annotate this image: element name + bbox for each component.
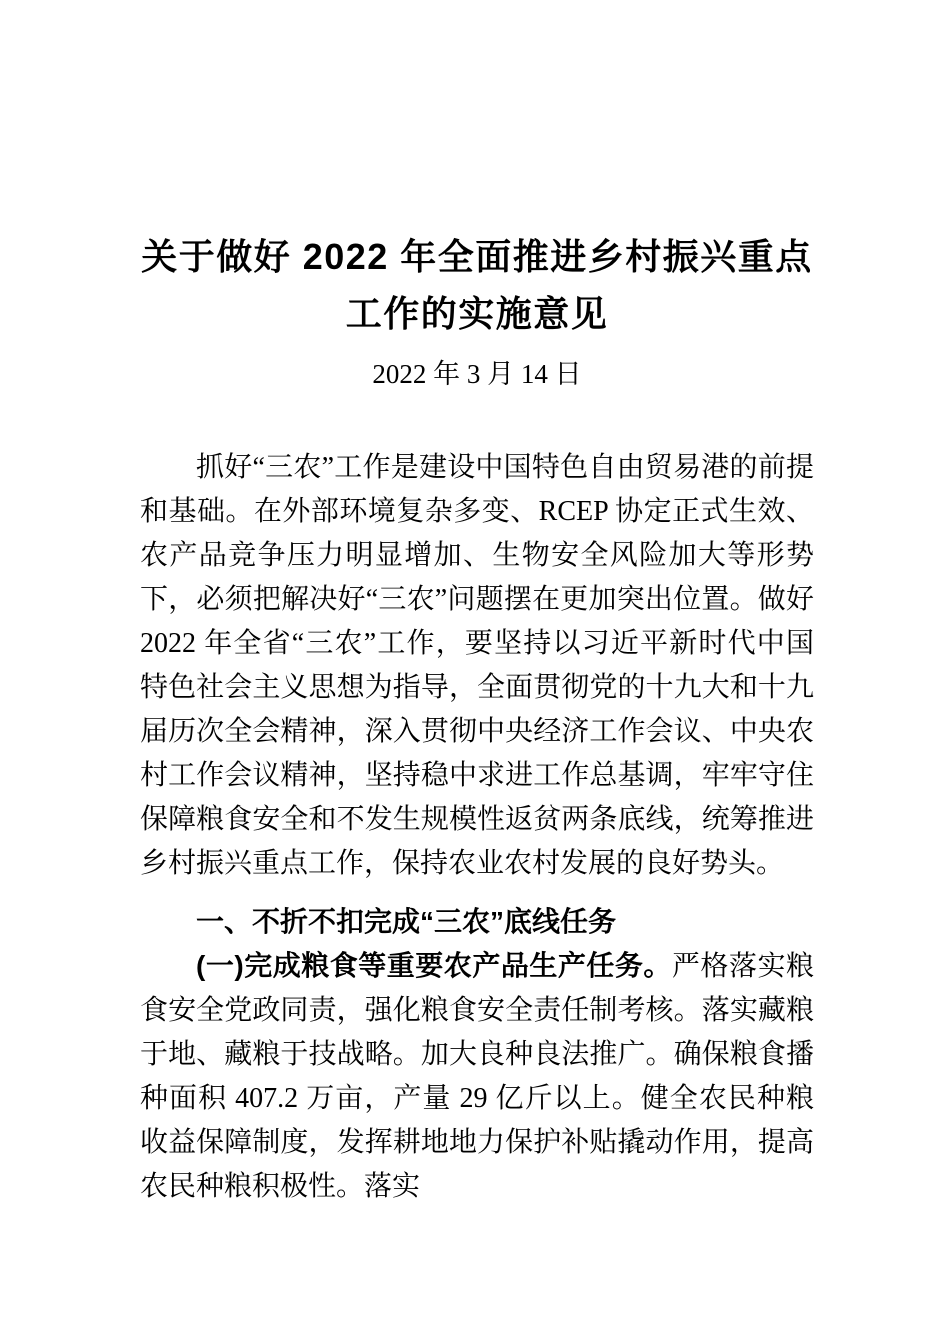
section-heading-1: 一、不折不扣完成“三农”底线任务 xyxy=(196,906,617,937)
document-date: 2022 年 3 月 14 日 xyxy=(372,359,582,389)
section1-item1-text: 严格落实粮食安全党政同责，强化粮食安全责任制考核。落实藏粮于地、藏粮于技战略。加大良种良法推广。确保粮食播种面积 407.2 万亩，产量 29 亿斤以上。健全农民种粮收益保障制度，发挥耕地地力保护补贴撬动作用，提高农民种粮积极性。落实 xyxy=(140,951,814,1202)
intro-paragraph: 抓好“三农”工作是建设中国特色自由贸易港的前提和基础。在外部环境复杂多变、RCEP 协定正式生效、农产品竞争压力明显增加、生物安全风险加大等形势下，必须把解决好“三农”问题摆在更加突出位置。做好 2022 年全省“三农”工作，要坚持以习近平新时代中国特色社会主义思想为指导，全面贯彻党的十九大和十九届历次全会精神，深入贯彻中央经济工作会议、中央农村工作会议精神，坚持稳中求进工作总基调，牢牢守住保障粮食安全和不发生规模性返贫两条底线，统筹推进乡村振兴重点工作，保持农业农村发展的良好势头。 xyxy=(140,452,814,879)
section1-item1-lead: (一)完成粮食等重要农产品生产任务。 xyxy=(196,950,672,981)
document-title: 关于做好 2022 年全面推进乡村振兴重点工作的实施意见 xyxy=(141,236,813,334)
section1-item1-paragraph xyxy=(140,944,814,1209)
